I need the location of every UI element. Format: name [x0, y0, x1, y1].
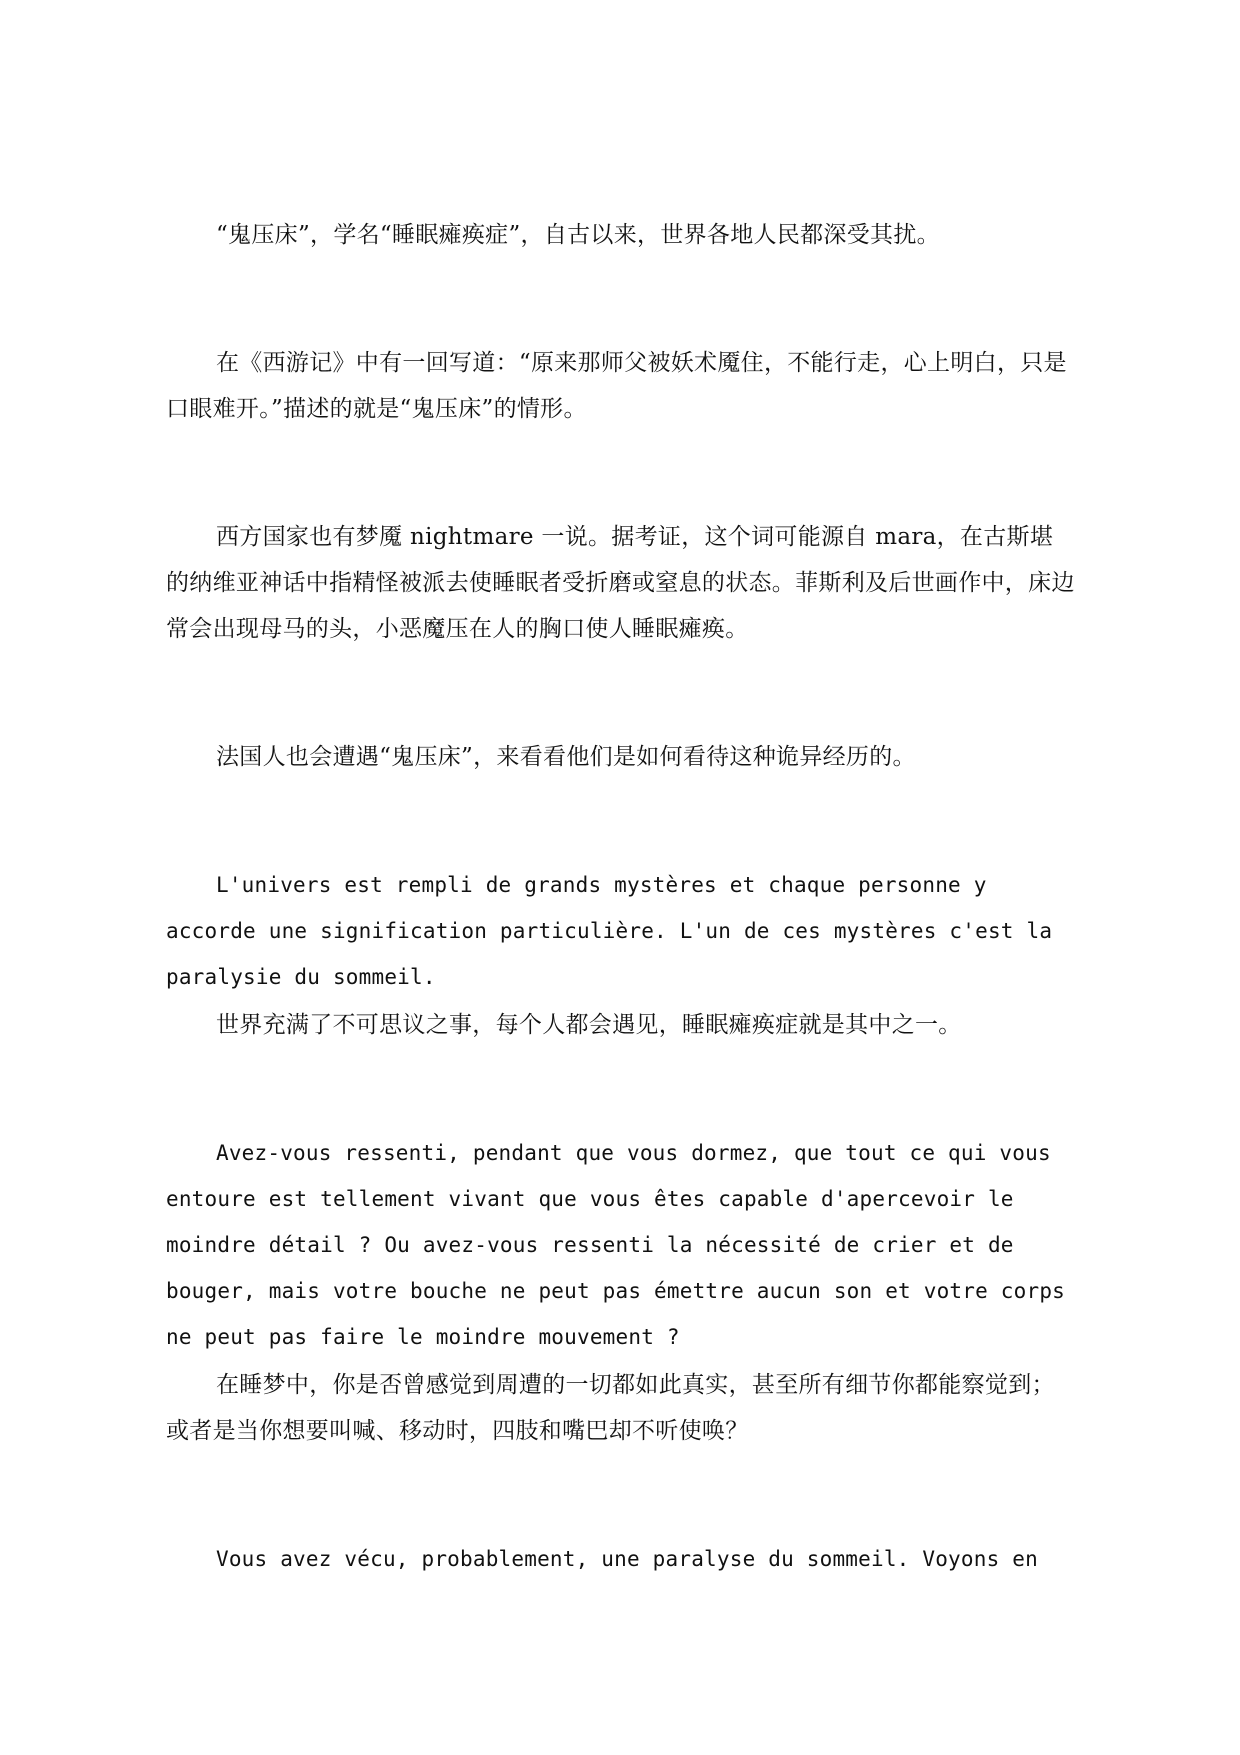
paragraph-french-1: L'univers est rempli de grands mystères et chaque personne y accorde une signification particulière. L'un de ces mystères c'est la paralysie du sommeil.: [166, 873, 1053, 989]
paragraph-chinese-1: 世界充满了不可思议之事，每个人都会遇见，睡眠瘫痪症就是其中之一。: [216, 1012, 962, 1038]
paragraph-french-intro: 法国人也会遭遇“鬼压床”，来看看他们是如何看待这种诡异经历的。: [216, 744, 916, 770]
paragraph-french-2: Avez-vous ressenti, pendant que vous dormez, que tout ce qui vous entoure est tellement vivant que vous êtes capable d'apercevoir le moindre détail ? Ou avez-vous ressenti la nécessité de crier et de bouger, mais votre bouche ne peut pas émettre aucun son et votre corps ne peut pas faire le moindre mouvement ?: [166, 1141, 1066, 1349]
paragraph-nightmare: 西方国家也有梦魇 nightmare 一说。据考证，这个词可能源自 mara，在古斯堪的纳维亚神话中指精怪被派去使睡眠者受折磨或窒息的状态。菲斯利及后世画作中，床边常会出现母马的头，小恶魔压在人的胸口使人睡眠瘫痪。: [166, 524, 1075, 642]
document-body: [166, 212, 1076, 1582]
paragraph-intro: “鬼压床”，学名“睡眠瘫痪症”，自古以来，世界各地人民都深受其扰。: [216, 222, 940, 248]
paragraph-journey-west: 在《西游记》中有一回写道：“原来那师父被妖术魇住，不能行走，心上明白，只是口眼难开。”描述的就是“鬼压床”的情形。: [166, 350, 1067, 422]
paragraph-french-3: Vous avez vécu, probablement, une paralyse du sommeil. Voyons en: [216, 1547, 1038, 1571]
paragraph-chinese-2: 在睡梦中，你是否曾感觉到周遭的一切都如此真实，甚至所有细节你都能察觉到；或者是当你想要叫喊、移动时，四肢和嘴巴却不听使唤？: [166, 1372, 1055, 1444]
